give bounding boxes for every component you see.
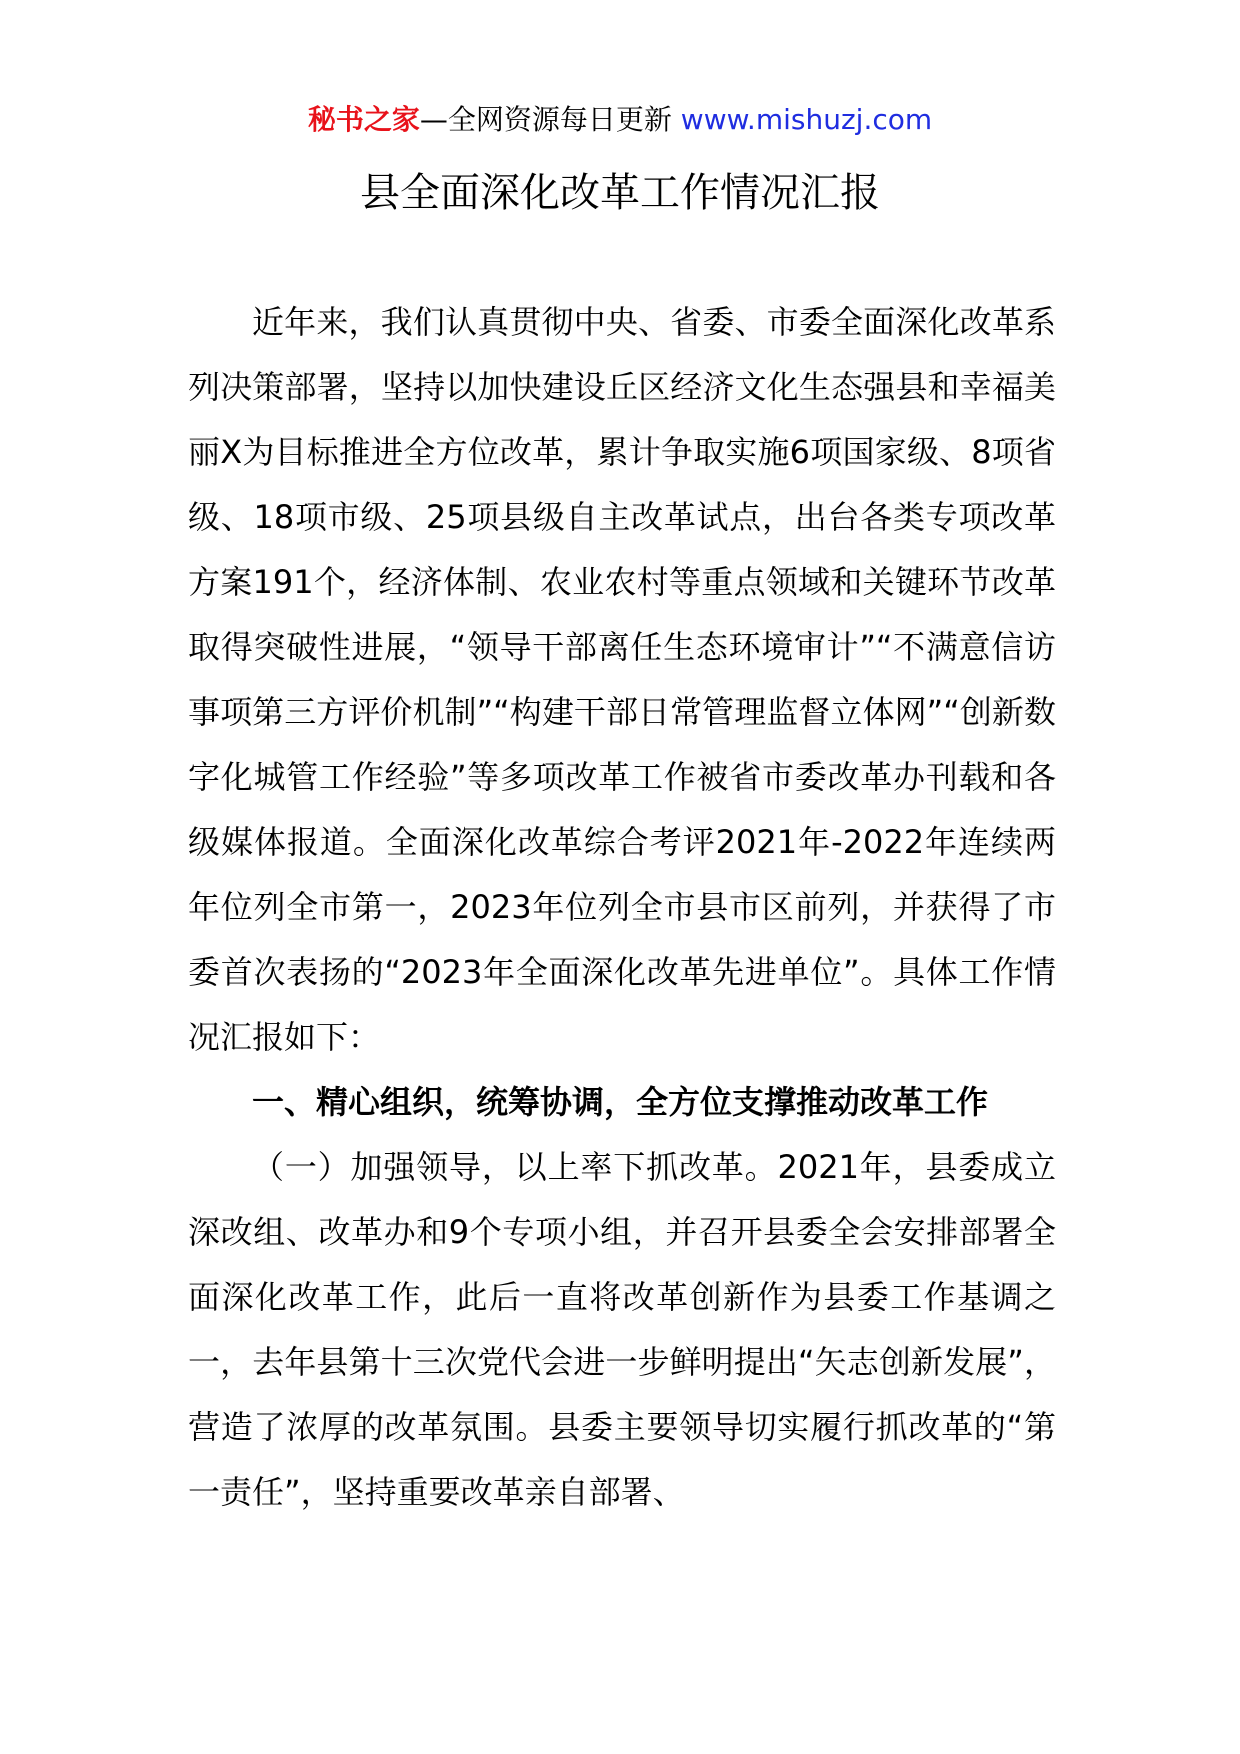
section-heading: 一、精心组织，统筹协调，全方位支撑推动改革工作	[252, 1083, 989, 1121]
document-title: 县全面深化改革工作情况汇报	[360, 170, 880, 216]
document-body	[188, 290, 1056, 1525]
intro-paragraph: 近年来，我们认真贯彻中央、省委、市委全面深化改革系列决策部署，坚持以加快建设丘区经济文化生态强县和幸福美丽X为目标推进全方位改革，累计争取实施6项国家级、8项省级、18项市级、25项县级自主改革试点，出台各类专项改革方案191个，经济体制、农业农村等重点领域和关键环节改革取得突破性进展，“领导干部离任生态环境审计”“不满意信访事项第三方评价机制”“构建干部日常管理监督立体网”“创新数字化城管工作经验”等多项改革工作被省市委改革办刊载和各级媒体报道。全面深化改革综合考评2021年-2022年连续两年位列全市第一，2023年位列全市县市区前列，并获得了市委首次表扬的“2023年全面深化改革先进单位”。具体工作情况汇报如下：	[188, 303, 1056, 1056]
subsection-paragraph: （一）加强领导，以上率下抓改革。2021年，县委成立深改组、改革办和9个专项小组，并召开县委全会安排部署全面深化改革工作，此后一直将改革创新作为县委工作基调之一，去年县第十三次党代会进一步鲜明提出“矢志创新发展”，营造了浓厚的改革氛围。县委主要领导切实履行抓改革的“第一责任”，坚持重要改革亲自部署、	[188, 1148, 1056, 1511]
banner-tagline: —全网资源每日更新	[419, 103, 672, 136]
site-url-link[interactable]: www.mishuzj.com	[680, 103, 933, 136]
brand-name: 秘书之家	[307, 103, 420, 136]
site-banner	[0, 100, 1240, 140]
